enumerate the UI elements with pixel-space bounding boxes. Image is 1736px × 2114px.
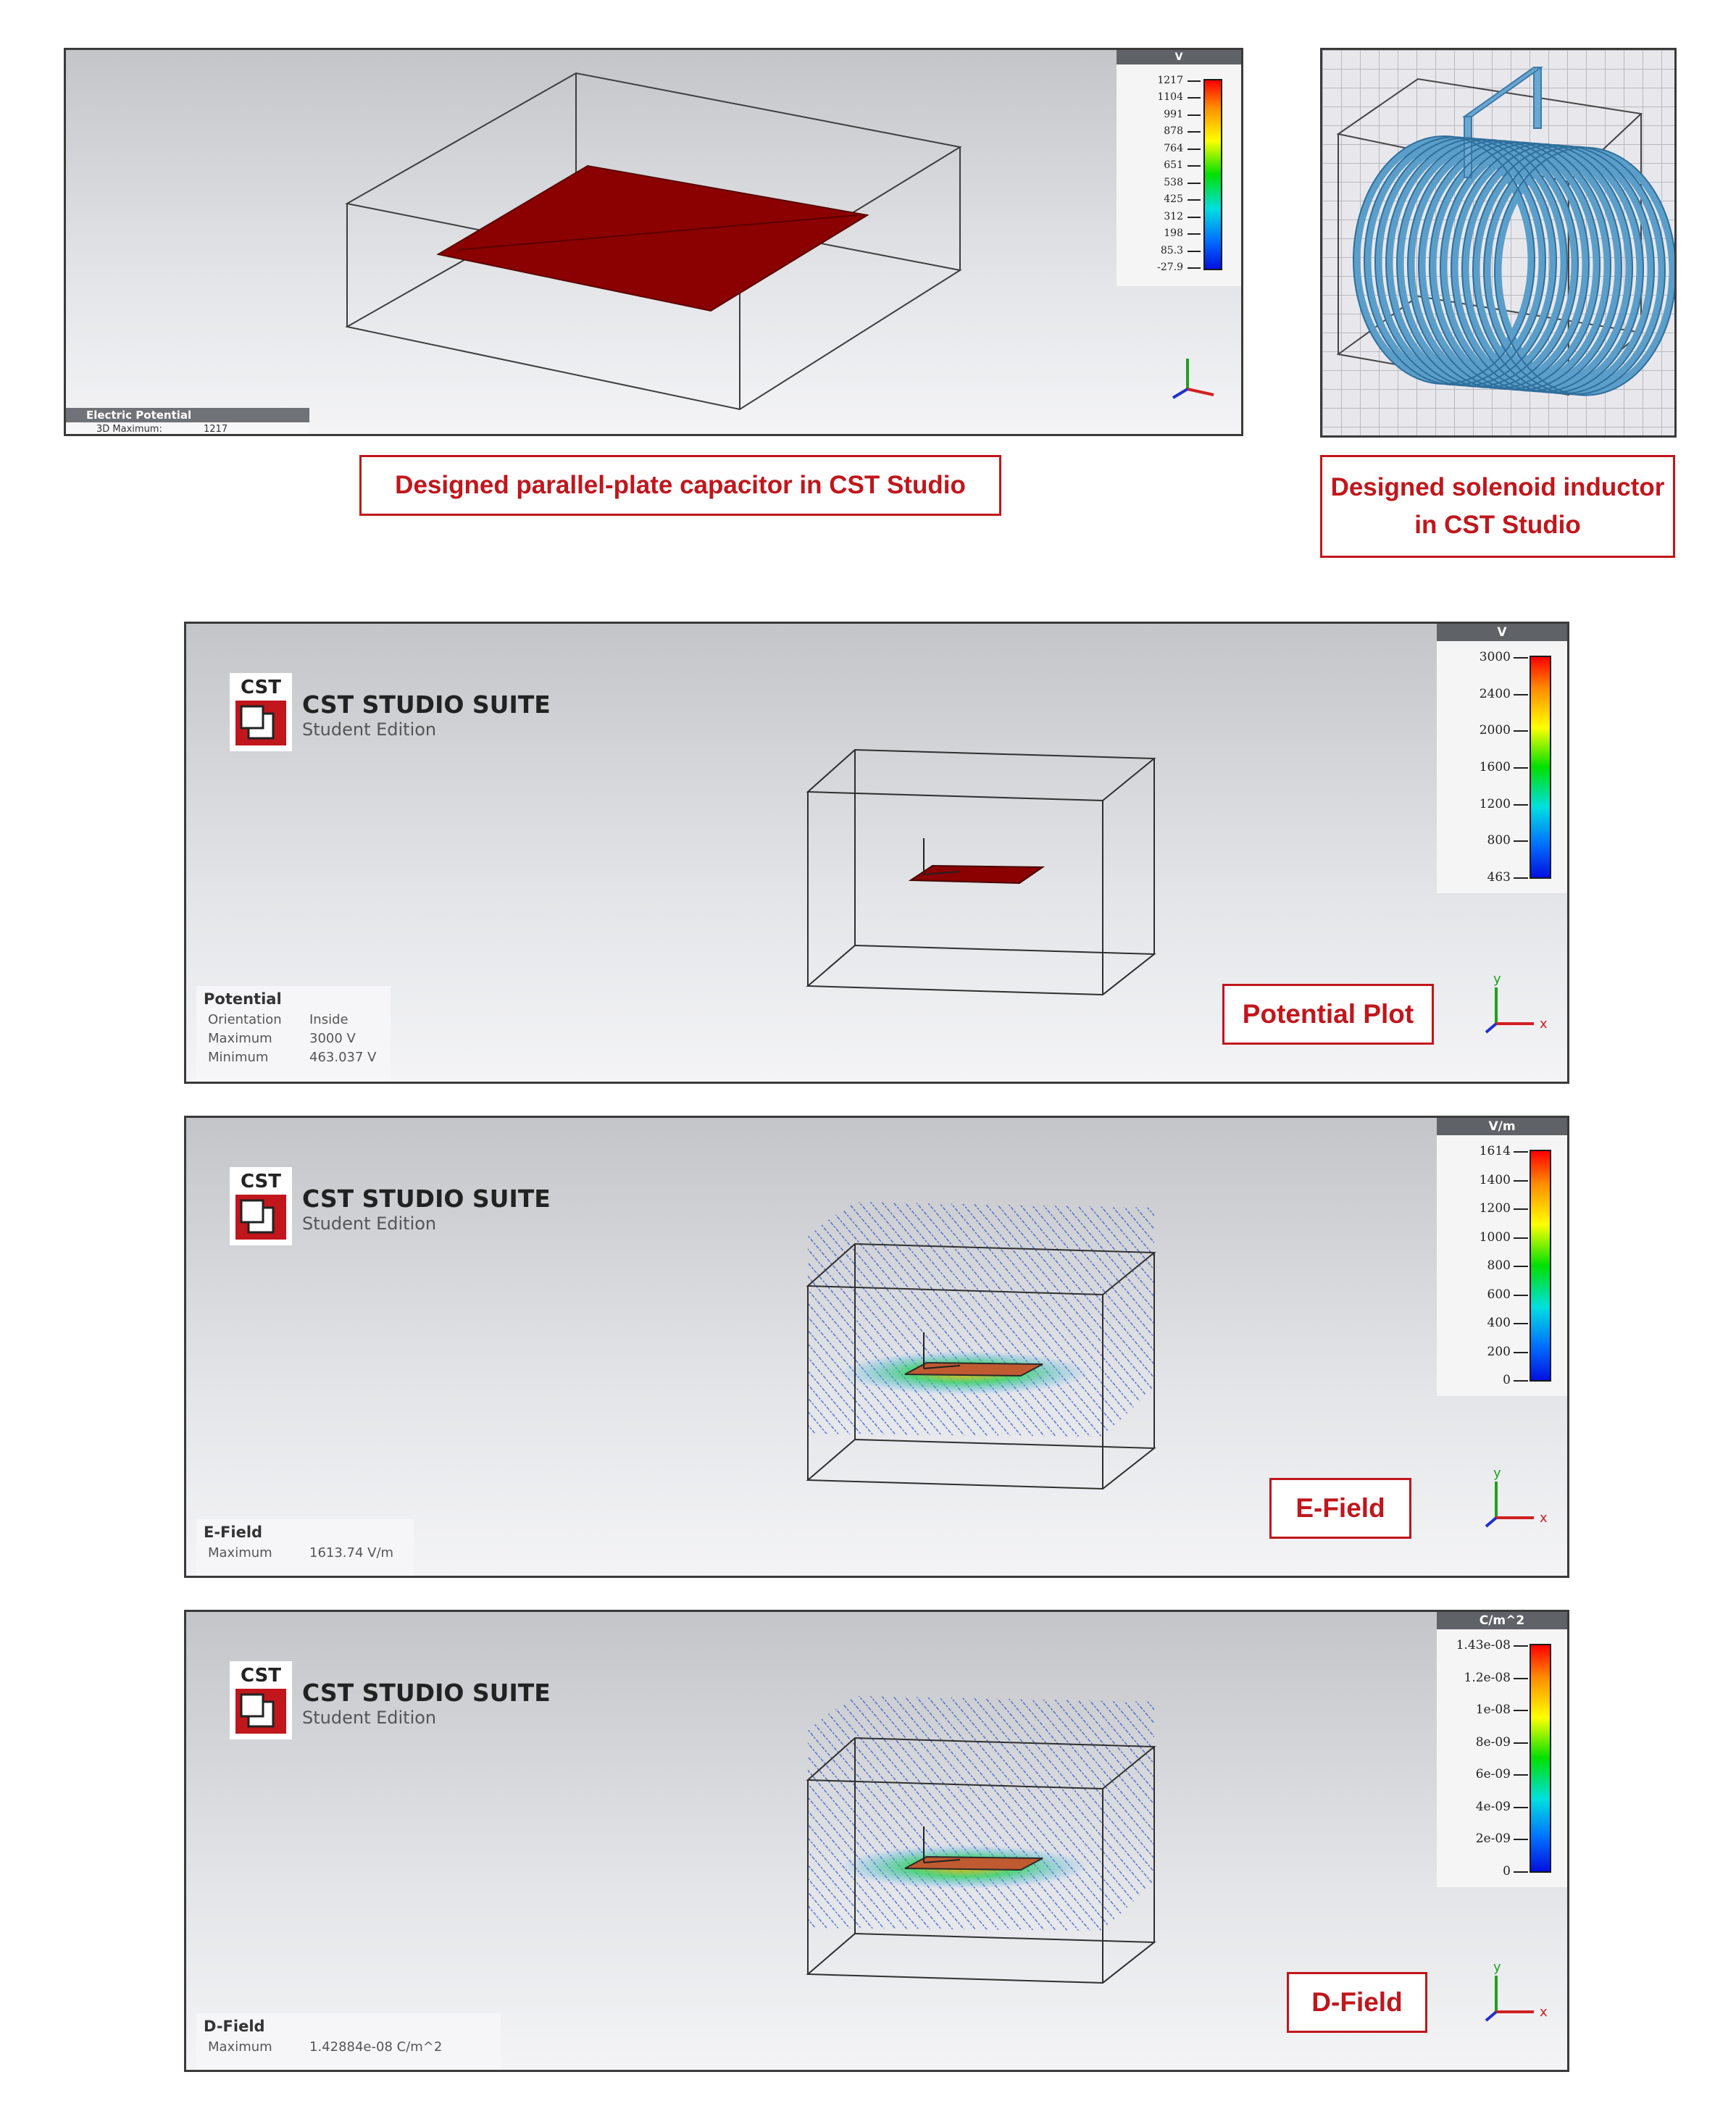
legend-tick-mark — [1188, 149, 1201, 150]
cst-subtitle: Student Edition — [302, 1708, 437, 1728]
axis-triad — [1486, 972, 1548, 1032]
capacitor-scene — [66, 50, 1241, 434]
legend-tick-mark — [1514, 1352, 1528, 1353]
legend-tick-mark — [1514, 1645, 1528, 1647]
legend-unit: V — [1117, 50, 1241, 64]
cst-logo-text: CST — [240, 1665, 282, 1687]
legend-tick-label: 3000 — [1479, 650, 1511, 664]
legend-tick-label: 4e-09 — [1475, 1799, 1511, 1814]
info-row-label: Orientation — [208, 1012, 282, 1027]
panel-label: E-Field — [1269, 1478, 1411, 1539]
legend-tick-label: 1600 — [1479, 760, 1511, 774]
legend-tick-label: 0 — [1503, 1373, 1511, 1387]
legend-tick-mark — [1514, 1380, 1528, 1382]
legend-tick-label: 2400 — [1479, 686, 1511, 701]
legend-tick-label: 764 — [1164, 142, 1183, 154]
legend-tick-mark — [1188, 199, 1201, 201]
legend-tick-label: 6e-09 — [1475, 1767, 1511, 1782]
color-scale-bar — [1530, 656, 1551, 879]
info-row-value: 1.42884e-08 C/m^2 — [309, 2039, 443, 2055]
legend-tick-mark — [1188, 131, 1201, 133]
info-title: E-Field — [204, 1524, 263, 1541]
legend-tick-label: 0 — [1503, 1864, 1511, 1879]
legend-tick-mark — [1514, 730, 1528, 732]
legend-tick-label: 2e-09 — [1475, 1831, 1511, 1847]
axis-y-label: y — [1493, 1960, 1501, 1975]
info-label: 3D Maximum: — [96, 424, 162, 435]
legend-tick-mark — [1188, 251, 1201, 252]
info-panel — [66, 408, 309, 436]
legend-tick-label: 878 — [1164, 125, 1183, 138]
capacitor-plate — [438, 166, 867, 311]
legend-tick-label: 1217 — [1157, 75, 1183, 86]
legend-tick-mark — [1514, 804, 1528, 806]
legend-tick-label: 800 — [1487, 1258, 1511, 1273]
legend-tick-mark — [1188, 217, 1201, 218]
legend-tick-mark — [1514, 1180, 1528, 1182]
legend-tick-label: 425 — [1164, 193, 1183, 206]
legend-tick-mark — [1514, 1323, 1528, 1324]
legend-tick-mark — [1514, 1237, 1528, 1239]
legend-tick-mark — [1188, 165, 1201, 167]
legend-tick-label: 463 — [1487, 870, 1511, 885]
legend-tick-mark — [1514, 840, 1528, 842]
legend-tick-mark — [1188, 267, 1201, 269]
cst-subtitle: Student Edition — [302, 719, 437, 740]
info-row-value: Inside — [309, 1012, 349, 1027]
info-title: D-Field — [204, 2018, 265, 2035]
info-row-label: Maximum — [208, 1545, 272, 1561]
cst-logo-text: CST — [240, 1171, 282, 1192]
legend-tick-label: 991 — [1164, 108, 1183, 120]
legend-tick-mark — [1514, 1839, 1528, 1840]
legend-tick-label: 538 — [1164, 176, 1183, 188]
axis-x-label: x — [1540, 1016, 1548, 1032]
axis-x-label: x — [1540, 1511, 1548, 1526]
legend-tick-label: 1.2e-08 — [1464, 1670, 1511, 1685]
legend-tick-label: 200 — [1487, 1344, 1511, 1359]
legend-tick-label: 1614 — [1479, 1144, 1511, 1158]
color-scale-bar — [1530, 1150, 1551, 1382]
info-panel — [196, 2013, 501, 2070]
info-row-label: Maximum — [208, 2039, 272, 2055]
legend-tick-label: 198 — [1164, 227, 1183, 240]
color-scale-bar — [1203, 79, 1222, 270]
panel-label: D-Field — [1287, 1972, 1427, 2033]
info-value: 1217 — [204, 424, 228, 435]
legend-tick-mark — [1188, 183, 1201, 184]
info-row-value: 3000 V — [309, 1031, 356, 1046]
legend-unit: C/m^2 — [1437, 1612, 1567, 1629]
legend-tick-label: 400 — [1487, 1316, 1511, 1330]
legend-tick-label: 85.3 — [1160, 244, 1183, 256]
cst-title: CST STUDIO SUITE — [302, 1185, 551, 1213]
axis-triad — [1173, 359, 1214, 398]
axis-x-label: x — [1540, 2005, 1548, 2020]
info-row-value: 1613.74 V/m — [309, 1545, 394, 1561]
legend-tick-mark — [1514, 1208, 1528, 1210]
legend-tick-label: 312 — [1164, 210, 1183, 222]
legend-tick-label: 800 — [1487, 833, 1511, 848]
legend-tick-label: 651 — [1164, 159, 1183, 172]
legend-tick-label: 600 — [1487, 1287, 1511, 1302]
legend-unit: V — [1437, 624, 1567, 641]
color-legend — [1437, 1612, 1567, 1887]
legend-tick-label: 2000 — [1479, 723, 1511, 738]
legend-tick-mark — [1188, 97, 1201, 99]
legend-tick-label: -27.9 — [1157, 262, 1183, 273]
solenoid-caption: Designed solenoid inductor in CST Studio — [1320, 455, 1675, 558]
info-row-label: Minimum — [208, 1050, 269, 1065]
info-panel — [196, 1519, 414, 1576]
cst-title: CST STUDIO SUITE — [302, 1679, 551, 1707]
capacitor-plate — [905, 1857, 1043, 1870]
legend-tick-label: 1400 — [1479, 1172, 1511, 1187]
legend-tick-mark — [1514, 877, 1528, 879]
legend-tick-mark — [1514, 694, 1528, 695]
legend-tick-mark — [1514, 767, 1528, 769]
cst-subtitle: Student Edition — [302, 1213, 437, 1234]
solenoid-viewport[interactable] — [1320, 48, 1677, 438]
legend-tick-label: 1e-08 — [1475, 1703, 1511, 1718]
potential-legend — [1117, 50, 1241, 286]
info-title: Potential — [204, 990, 282, 1008]
legend-tick-label: 1104 — [1157, 91, 1183, 104]
capacitor-viewport[interactable] — [64, 48, 1243, 436]
capacitor-plate — [905, 1363, 1043, 1376]
legend-tick-mark — [1514, 657, 1528, 659]
legend-tick-label: 1200 — [1479, 796, 1511, 811]
legend-unit: V/m — [1437, 1118, 1567, 1135]
info-row-label: Maximum — [208, 1031, 272, 1046]
legend-tick-mark — [1188, 114, 1201, 116]
legend-tick-mark — [1514, 1871, 1528, 1873]
legend-tick-label: 1200 — [1479, 1201, 1511, 1216]
panel-label: Potential Plot — [1222, 984, 1434, 1045]
legend-tick-mark — [1514, 1295, 1528, 1296]
axis-y-label: y — [1493, 972, 1501, 987]
color-legend — [1437, 624, 1567, 893]
legend-tick-mark — [1514, 1678, 1528, 1679]
legend-tick-mark — [1514, 1774, 1528, 1776]
capacitor-caption: Designed parallel-plate capacitor in CST Studio — [359, 455, 1001, 516]
legend-tick-mark — [1514, 1266, 1528, 1267]
solenoid-scene — [1322, 50, 1674, 435]
legend-tick-mark — [1514, 1710, 1528, 1711]
legend-tick-label: 1.43e-08 — [1456, 1638, 1511, 1653]
color-legend — [1437, 1118, 1567, 1396]
info-row-value: 463.037 V — [309, 1050, 377, 1065]
axis-y-label: y — [1493, 1466, 1501, 1481]
color-scale-bar — [1530, 1644, 1551, 1873]
cst-logo-text: CST — [240, 677, 282, 698]
legend-tick-mark — [1514, 1807, 1528, 1808]
legend-tick-mark — [1188, 233, 1201, 235]
cst-title: CST STUDIO SUITE — [302, 690, 551, 719]
legend-tick-mark — [1188, 80, 1201, 82]
legend-tick-label: 1000 — [1479, 1229, 1511, 1245]
info-title: Electric Potential — [66, 408, 309, 422]
legend-tick-mark — [1514, 1742, 1528, 1744]
axis-triad — [1486, 1466, 1548, 1526]
legend-tick-mark — [1514, 1151, 1528, 1153]
legend-tick-label: 8e-09 — [1475, 1734, 1511, 1750]
info-panel — [196, 986, 391, 1082]
axis-triad — [1486, 1960, 1548, 2021]
